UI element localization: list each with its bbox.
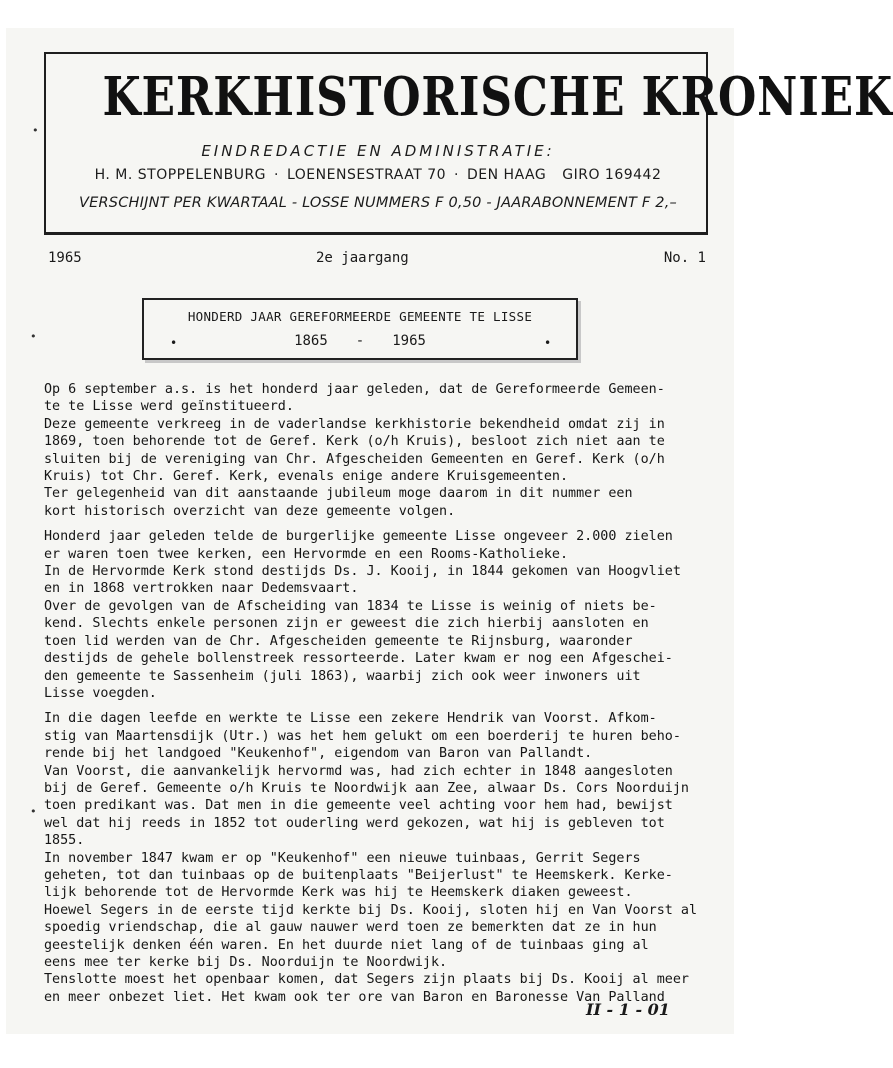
- margin-dot-icon: •: [30, 330, 37, 343]
- text-line: Tenslotte moest het openbaar komen, dat Segers zijn plaats bij Ds. Kooij al meer: [44, 972, 689, 988]
- text-line: Kruis) tot Chr. Geref. Kerk, evenals enige andere Kruisgemeenten.: [44, 469, 569, 485]
- scan-margin: [0, 1036, 738, 1068]
- text-line: eens mee ter kerke bij Ds. Noorduijn te Noordwijk.: [44, 955, 448, 970]
- text-line: kend. Slechts enkele personen zijn er geweest die zich hierbij aansloten en: [44, 616, 649, 632]
- publication-terms: VERSCHIJNT PER KWARTAAL - LOSSE NUMMERS F 0,50 - JAARABONNEMENT F 2,–: [79, 195, 677, 211]
- text-line: 1855.: [44, 833, 85, 849]
- article-body: [44, 381, 734, 1006]
- text-line: Ter gelegenheid van dit aanstaande jubileum moge daarom in dit nummer een: [44, 486, 633, 502]
- text-line: er waren toen twee kerken, een Hervormde en een Rooms-Katholieke.: [44, 546, 569, 562]
- headline-title: HONDERD JAAR GEREFORMEERDE GEMEENTE TE LISSE: [187, 309, 533, 324]
- text-line: geestelijk denken één waren. En het duurde niet lang of de tuinbaas ging al: [44, 937, 649, 953]
- paragraph-gap: [44, 520, 734, 528]
- text-line: sluiten bij de vereniging van Chr. Afgescheiden Gemeenten en Geref. Kerk (o/h: [44, 451, 665, 467]
- issue-volume: 2e jaargang: [316, 250, 409, 266]
- page-code: II - 1 - 01: [586, 1000, 670, 1019]
- headline-years: [144, 333, 576, 349]
- text-line: kort historisch overzicht van deze gemeente volgen.: [44, 503, 456, 519]
- bullet-icon: •: [544, 336, 552, 350]
- bullet-icon: •: [170, 336, 178, 350]
- text-line: Honderd jaar geleden telde de burgerlijke gemeente Lisse ongeveer 2.000 zielen: [44, 529, 673, 545]
- publication-title: KERKHISTORISCHE KRONIEK: [102, 66, 893, 128]
- editorial-line: EINDREDACTIE EN ADMINISTRATIE:: [201, 142, 555, 160]
- text-line: Op 6 september a.s. is het honderd jaar geleden, dat de Gereformeerde Gemeen-: [44, 382, 665, 397]
- text-line: toen lid werden van de Chr. Afgescheiden gemeente te Rijnsburg, waaronder: [44, 633, 633, 649]
- city: DEN HAAG: [467, 167, 547, 183]
- text-line: rende bij het landgoed "Keukenhof", eigendom van Baron van Pallandt.: [44, 746, 593, 762]
- text-line: In die dagen leefde en werkte te Lisse een zekere Hendrik van Voorst. Afkom-: [44, 711, 657, 727]
- text-line: Van Voorst, die aanvankelijk hervormd was, had zich echter in 1848 aangesloten: [44, 763, 673, 779]
- issue-year: 1965: [48, 250, 82, 266]
- issue-number: No. 1: [663, 250, 706, 266]
- paragraph-gap: [44, 702, 734, 710]
- text-line: te te Lisse werd geïnstitueerd.: [44, 399, 294, 415]
- text-line: en meer onbezet liet. Het kwam ook ter ore van Baron en Baronesse Van Palland: [44, 989, 665, 1005]
- editor-name: H. M. STOPPELENBURG: [94, 167, 267, 183]
- text-line: geheten, tot dan tuinbaas op de buitenplaats "Beijerlust" te Heemskerk. Kerke-: [44, 867, 673, 883]
- text-line: den gemeente te Sassenheim (juli 1863), waarbij zich ook weer inwoners uit: [44, 668, 641, 684]
- issue-bar: [44, 250, 708, 270]
- year-start: 1865: [294, 333, 328, 349]
- text-line: stig van Maartensdijk (Utr.) was het hem gelukt om een boerderij te huren beho-: [44, 728, 681, 744]
- text-line: lijk behorende tot de Hervormde Kerk was hij te Heemskerk diaken geweest.: [44, 885, 633, 901]
- text-line: In november 1847 kwam er op "Keukenhof" een nieuwe tuinbaas, Gerrit Segers: [44, 850, 641, 866]
- margin-dot-icon: •: [32, 124, 39, 137]
- text-line: In de Hervormde Kerk stond destijds Ds. J. Kooij, in 1844 gekomen van Hoogvliet: [44, 564, 681, 580]
- text-line: Deze gemeente verkreeg in de vaderlandse kerkhistorie bekendheid omdat zij in: [44, 416, 665, 432]
- street-address: LOENENSESTRAAT 70: [286, 167, 447, 183]
- text-line: toen predikant was. Dat men in die gemeente veel achting voor hem had, bewijst: [44, 798, 673, 814]
- text-line: en in 1868 vertrokken naar Dedemsvaart.: [44, 581, 359, 597]
- year-separator: -: [355, 333, 365, 349]
- text-line: Lisse voegden.: [44, 685, 157, 701]
- giro-number: GIRO 169442: [562, 167, 662, 183]
- text-line: destijds de gehele bollenstreek ressorteerde. Later kwam er nog een Afgeschei-: [44, 651, 673, 667]
- text-line: Over de gevolgen van de Afscheiding van 1834 te Lisse is weinig of niets be-: [44, 598, 657, 614]
- text-line: bij de Geref. Gemeente o/h Kruis te Noordwijk aan Zee, alwaar Ds. Cors Noorduijn: [44, 780, 689, 796]
- address-line: H. M. STOPPELENBURG · LOENENSESTRAAT 70 · DEN HAAG GIRO 169442: [94, 167, 662, 183]
- margin-dot-icon: •: [30, 805, 37, 818]
- masthead: [44, 52, 893, 235]
- text-line: Hoewel Segers in de eerste tijd kerkte bij Ds. Kooij, sloten hij en Van Voorst al: [44, 902, 698, 918]
- text-line: 1869, toen behorende tot de Geref. Kerk (o/h Kruis), besloot zich niet aan te: [44, 434, 665, 450]
- text-line: spoedig vriendschap, die al gauw nauwer werd toen ze bemerkten dat ze in hun: [44, 920, 657, 936]
- headline-box: [142, 298, 578, 360]
- text-line: wel dat hij reeds in 1852 tot ouderling werd gekozen, wat hij is gebleven tot: [44, 815, 665, 831]
- year-end: 1965: [392, 333, 426, 349]
